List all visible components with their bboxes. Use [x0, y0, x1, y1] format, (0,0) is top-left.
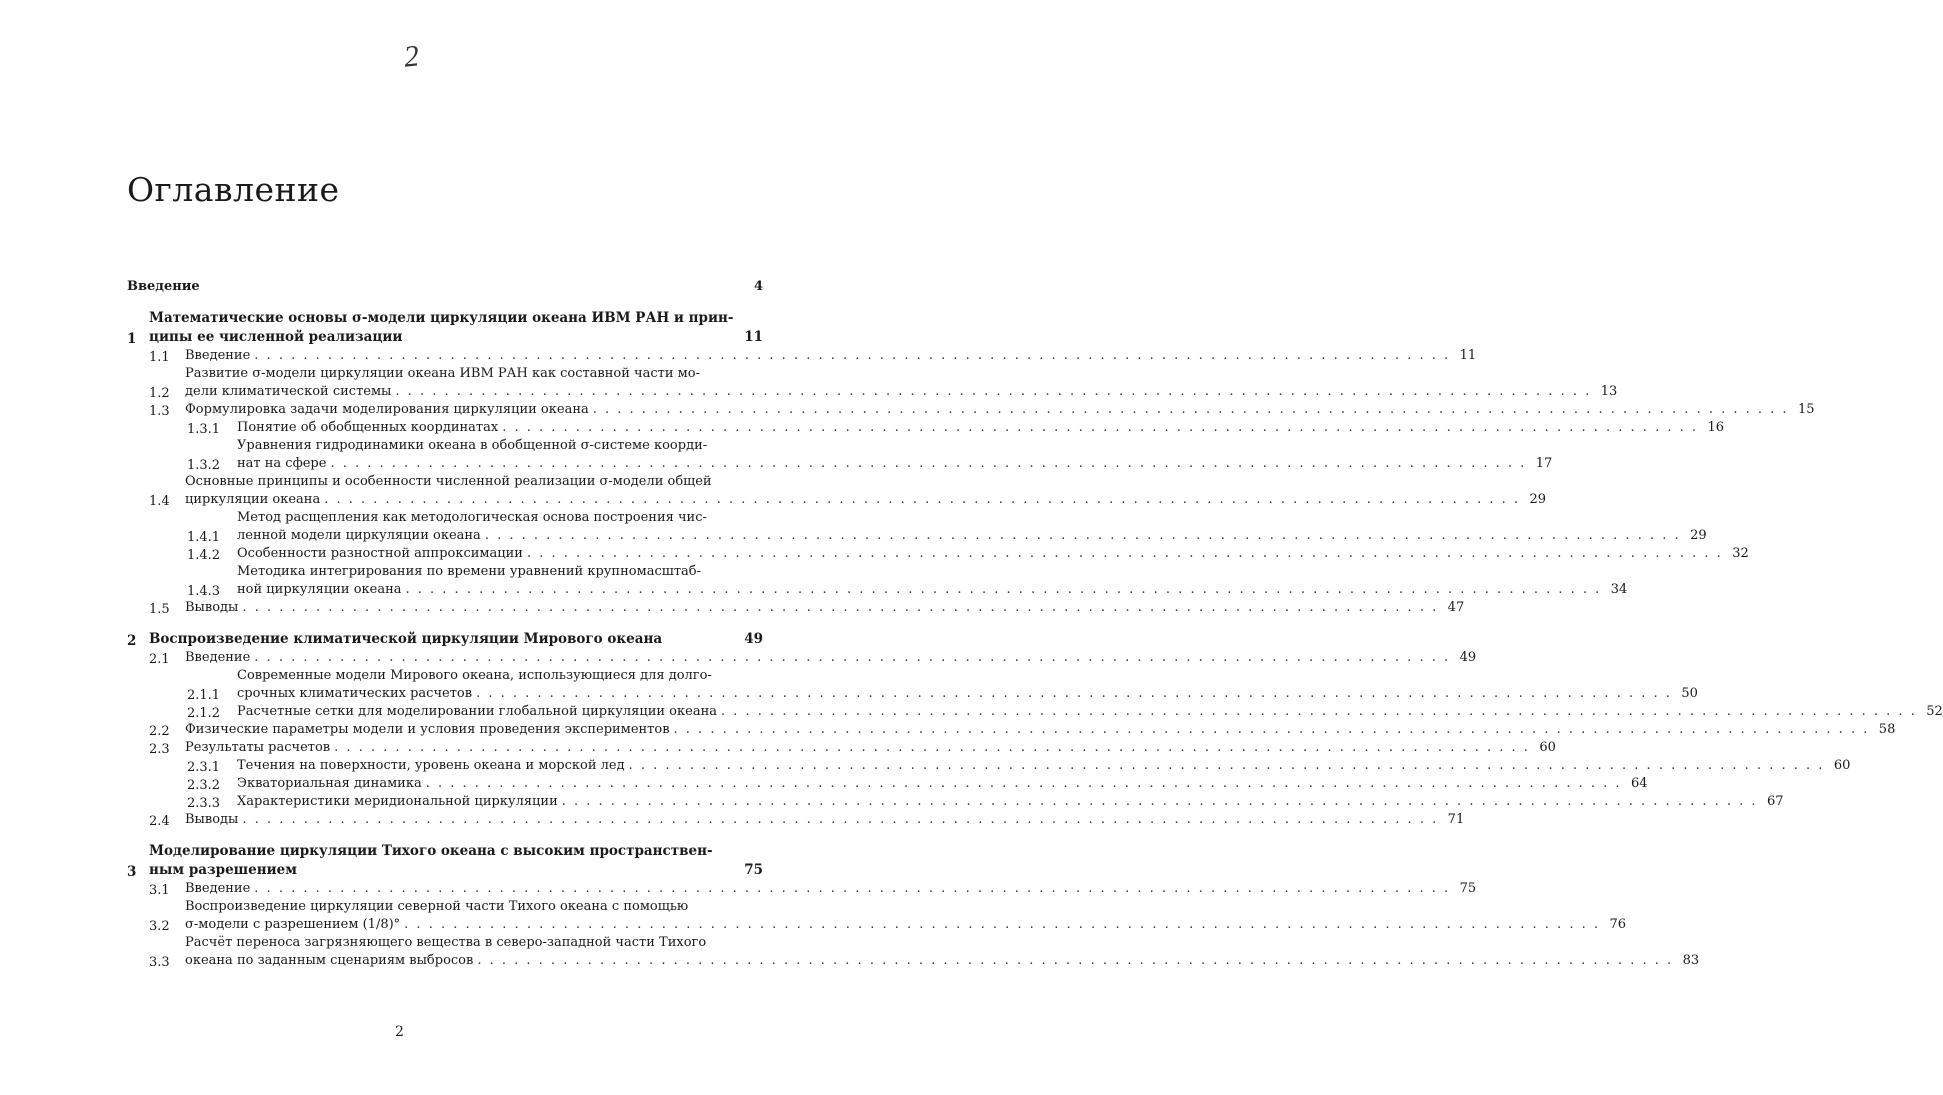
toc-entry-text: Математические основы σ-модели циркуляции океана ИВМ РАН и прин- [149, 310, 734, 326]
toc-section-entry[interactable] [127, 811, 1465, 829]
toc-entry-text: ципы ее численной реализации [149, 329, 403, 345]
toc-entry-text: дели климатической системы [185, 384, 392, 399]
toc-entry-page: 52 [1926, 704, 1943, 719]
toc-entry-text: Понятие об обобщенных координатах [237, 420, 499, 435]
toc-entry-number: 1.1 [149, 350, 170, 365]
toc-entry-page: 47 [1447, 600, 1465, 615]
toc-entry-text: океана по заданным сценариям выбросов [185, 953, 474, 968]
toc-entry-page: 11 [744, 329, 763, 345]
toc-entry-text: Методика интегрирования по времени уравнений крупномасштаб- [237, 564, 701, 579]
toc-entry-number: 3.3 [149, 955, 170, 970]
toc-entry-text: Воспроизведение климатической циркуляции Мирового океана [149, 631, 663, 647]
toc-entry-page: 11 [1459, 348, 1477, 363]
toc-entry-text: Введение [185, 650, 251, 665]
toc-entry-text: Расчетные сетки для моделировании глобальной циркуляции океана [237, 704, 717, 719]
toc-entry-text: ной циркуляции океана [237, 582, 402, 597]
toc-entry-number: 2.1.1 [187, 688, 221, 703]
toc-section-entry[interactable] [127, 347, 1477, 365]
toc-entry-page: 49 [744, 631, 763, 647]
toc-entry-number: 2.3.1 [187, 760, 221, 775]
toc-entry-page: 60 [1539, 740, 1556, 755]
toc-entry-number: 1.2 [149, 386, 170, 401]
dot-leader [254, 880, 1450, 898]
table-of-contents [127, 278, 1943, 970]
toc-section-entry[interactable] [127, 934, 1700, 970]
toc-entry-number: 2.3 [149, 742, 170, 757]
dot-leader [242, 599, 1438, 617]
toc-section-entry[interactable] [127, 473, 1547, 509]
toc-entry-text: Результаты расчетов [185, 740, 331, 755]
toc-entry-text: Расчёт переноса загрязняющего вещества в северо-западной части Тихого [185, 935, 707, 950]
toc-entry-number: 1.3.2 [187, 458, 221, 473]
toc-chapter-entry[interactable] [127, 842, 763, 880]
toc-entry-page: 50 [1681, 686, 1698, 701]
toc-entry-page: 67 [1767, 794, 1784, 809]
toc-section-entry[interactable] [127, 649, 1477, 667]
toc-section-entry[interactable] [127, 599, 1465, 617]
dot-leader [629, 757, 1825, 775]
page-title: Оглавление [127, 170, 340, 209]
toc-section-entry[interactable] [127, 793, 1784, 811]
toc-entry-text: Уравнения гидродинамики океана в обобщенной σ-системе коорди- [237, 438, 708, 453]
dot-leader [242, 811, 1438, 829]
dot-leader [485, 527, 1681, 545]
toc-entry-text: Выводы [185, 600, 239, 615]
toc-entry-page: 34 [1610, 582, 1628, 597]
toc-entry-number: 2.1.2 [187, 706, 221, 721]
toc-section-entry[interactable] [127, 880, 1477, 898]
toc-entry-page: 75 [744, 862, 763, 878]
toc-section-entry[interactable] [127, 739, 1556, 757]
toc-entry-number: 2 [127, 633, 137, 649]
toc-entry-number: 1.4 [149, 494, 170, 509]
toc-entry-number: 1 [127, 331, 137, 347]
dot-leader [562, 793, 1758, 811]
toc-entry-text: Метод расщепления как методологическая основа построения чис- [237, 510, 707, 525]
toc-entry-page: 60 [1833, 758, 1851, 773]
toc-entry-text: Основные принципы и особенности численной реализации σ-модели общей [185, 474, 712, 489]
toc-entry-page: 32 [1732, 546, 1749, 561]
toc-entry-number: 2.3.3 [187, 796, 221, 811]
toc-section-entry[interactable] [127, 545, 1749, 563]
toc-entry-text: Введение [185, 348, 251, 363]
toc-entry-page: 15 [1798, 402, 1815, 417]
toc-entry-page: 76 [1609, 917, 1626, 932]
dot-leader [527, 545, 1723, 563]
toc-entry-number: 1.5 [149, 602, 170, 617]
toc-entry-text: Современные модели Мирового океана, использующиеся для долго- [237, 668, 712, 683]
toc-entry-text: циркуляции океана [185, 492, 321, 507]
toc-entry-text: Введение [185, 881, 251, 896]
dot-leader [674, 721, 1870, 739]
dot-leader [395, 383, 1591, 401]
dot-leader [426, 775, 1622, 793]
toc-entry-text: Выводы [185, 812, 239, 827]
toc-section-entry[interactable] [127, 898, 1626, 934]
handwritten-page-mark: 2 [402, 39, 421, 74]
toc-entry-text: Развитие σ-модели циркуляции океана ИВМ РАН как составной части мо- [185, 366, 700, 381]
toc-entry-page: 13 [1600, 384, 1618, 399]
toc-intro-page: 4 [753, 279, 763, 294]
toc-entry-number: 3.1 [149, 883, 170, 898]
dot-leader [721, 703, 1917, 721]
toc-entry-page: 49 [1459, 650, 1477, 665]
toc-entry-number: 1.4.1 [187, 530, 221, 545]
toc-section-entry[interactable] [127, 437, 1553, 473]
dot-leader [406, 581, 1602, 599]
toc-entry-number: 2.3.2 [187, 778, 221, 793]
toc-entry-number: 1.4.3 [187, 584, 221, 599]
toc-section-entry[interactable] [127, 563, 1628, 599]
toc-entry-text: срочных климатических расчетов [237, 686, 473, 701]
toc-entry-text: Характеристики меридиональной циркуляции [237, 794, 558, 809]
toc-entry-text: σ-модели с разрешением (1/8)° [185, 917, 401, 932]
toc-intro-entry[interactable] [127, 278, 763, 296]
toc-entry-page: 75 [1459, 881, 1477, 896]
toc-entry-text: ленной модели циркуляции океана [237, 528, 481, 543]
toc-entry-text: Воспроизведение циркуляции северной части Тихого океана с помощью [185, 899, 689, 914]
toc-section-entry[interactable] [127, 703, 1943, 721]
toc-entry-number: 3 [127, 864, 137, 880]
toc-section-entry[interactable] [127, 757, 1851, 775]
toc-section-entry[interactable] [127, 401, 1815, 419]
dot-leader [477, 952, 1673, 970]
toc-entry-page: 16 [1707, 420, 1724, 435]
dot-leader [502, 419, 1698, 437]
dot-leader [593, 401, 1789, 419]
dot-leader [334, 739, 1530, 757]
toc-section-entry[interactable] [127, 419, 1724, 437]
toc-entry-page: 64 [1630, 776, 1648, 791]
toc-entry-text: ным разрешением [149, 862, 297, 878]
footer-page-number: 2 [395, 1024, 404, 1040]
toc-entry-number: 1.3 [149, 404, 170, 419]
toc-entry-page: 29 [1690, 528, 1707, 543]
toc-entry-text: Физические параметры модели и условия проведения экспериментов [185, 722, 670, 737]
toc-entry-text: нат на сфере [237, 456, 327, 471]
toc-entry-number: 1.3.1 [187, 422, 221, 437]
toc-entry-number: 2.4 [149, 814, 170, 829]
toc-section-entry[interactable] [127, 775, 1648, 793]
toc-entry-page: 83 [1682, 953, 1700, 968]
toc-entry-text: Течения на поверхности, уровень океана и морской лед [237, 758, 625, 773]
dot-leader [476, 685, 1672, 703]
dot-leader [330, 455, 1526, 473]
toc-entry-text: Моделирование циркуляции Тихого океана с высоким пространствен- [149, 843, 713, 859]
toc-entry-page: 29 [1529, 492, 1547, 507]
dot-leader [254, 347, 1450, 365]
toc-intro-label: Введение [127, 279, 200, 294]
toc-entry-text: Особенности разностной аппроксимации [237, 546, 523, 561]
toc-section-entry[interactable] [127, 509, 1707, 545]
toc-entry-page: 17 [1535, 456, 1553, 471]
toc-section-entry[interactable] [127, 667, 1698, 703]
dot-leader [254, 649, 1450, 667]
toc-entry-number: 2.2 [149, 724, 170, 739]
dot-leader [324, 491, 1520, 509]
toc-entry-page: 71 [1447, 812, 1465, 827]
toc-entry-number: 3.2 [149, 919, 170, 934]
dot-leader [404, 916, 1600, 934]
toc-entry-text: Формулировка задачи моделирования циркуляции океана [185, 402, 589, 417]
toc-chapter-entry[interactable] [127, 309, 763, 347]
toc-entry-number: 2.1 [149, 652, 170, 667]
toc-entry-page: 58 [1878, 722, 1896, 737]
toc-section-entry[interactable] [127, 365, 1618, 401]
toc-entry-text: Экваториальная динамика [237, 776, 422, 791]
toc-section-entry[interactable] [127, 721, 1896, 739]
toc-entry-number: 1.4.2 [187, 548, 221, 563]
toc-chapter-entry[interactable] [127, 630, 763, 649]
